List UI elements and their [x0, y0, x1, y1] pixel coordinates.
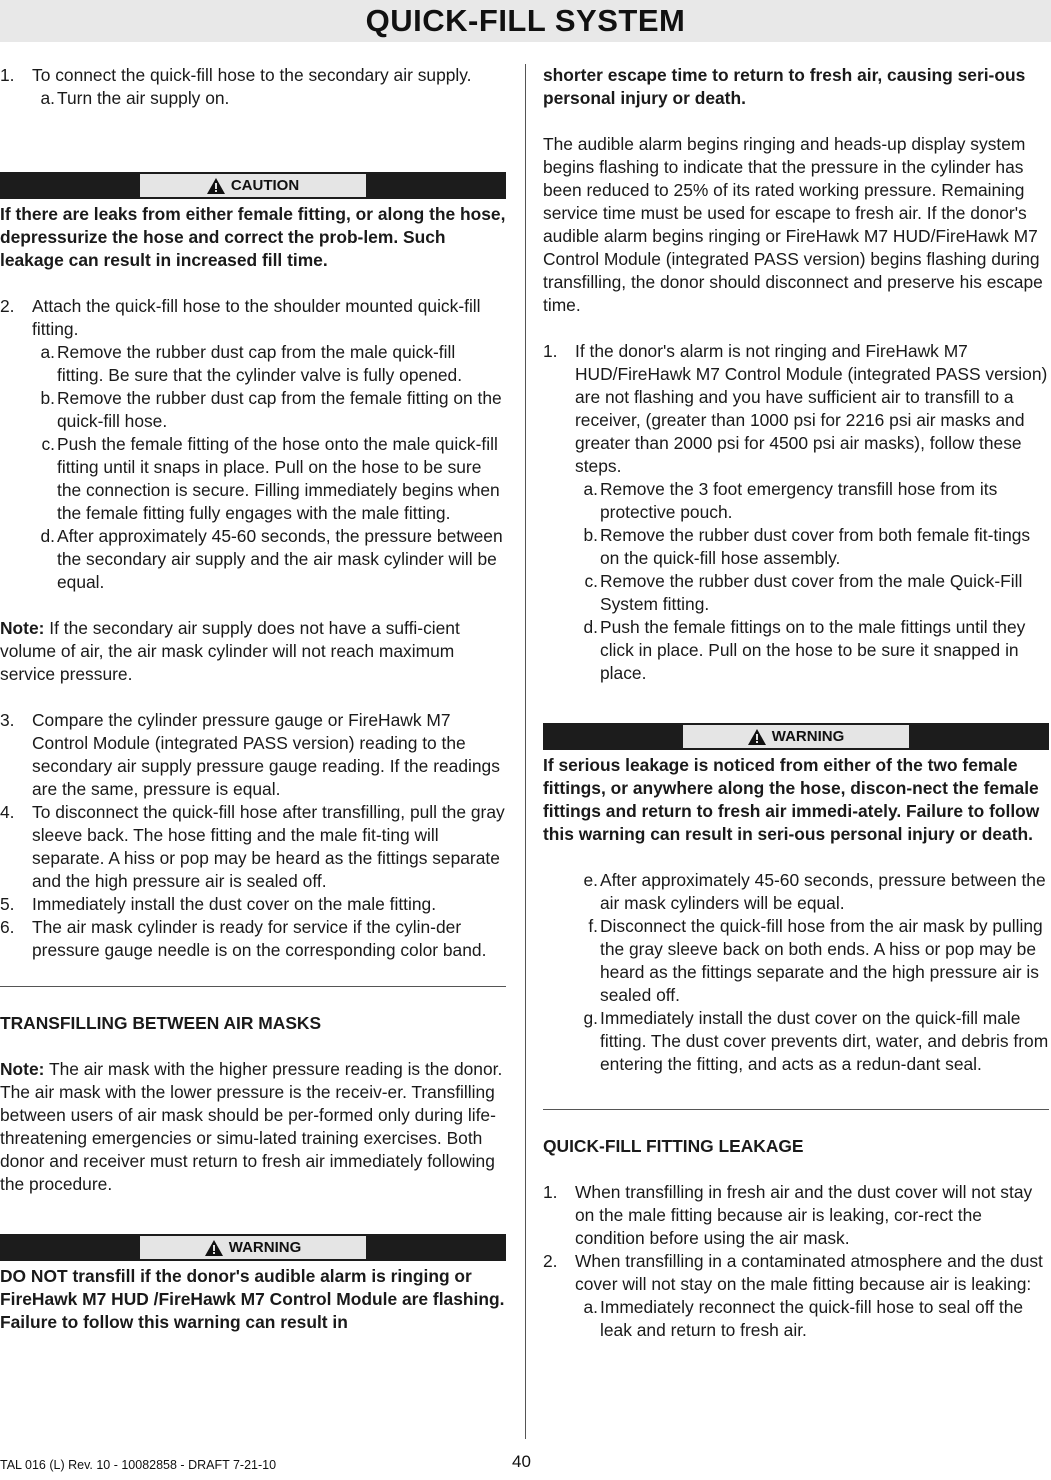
step-text: Attach the quick-fill hose to the shoulder mounted quick-fill fitting.	[32, 296, 481, 339]
note-2	[0, 1058, 506, 1196]
step-text: When transfilling in fresh air and the dust cover will not stay on the male fitting because air is leaking, cor-rect the condition before using the air mask.	[575, 1182, 1033, 1248]
column-divider	[525, 64, 526, 1439]
substep-text: Remove the rubber dust cap from the male quick-fill fitting. Be sure that the cylinder valve is fully opened.	[57, 342, 463, 385]
substep-text: Immediately reconnect the quick-fill hose to seal off the leak and return to fresh air.	[600, 1297, 1024, 1340]
document-reference: TAL 016 (L) Rev. 10 - 10082858 - DRAFT 7-21-10	[0, 1458, 277, 1472]
alarm-paragraph: The audible alarm begins ringing and heads-up display system begins flashing to indicate that the pressure in the cylinder has been reduced to 25% of its rated working pressure. Remaining service time must be used for escape to fresh air. If the donor's audible alarm begins ringing or FireHawk M7 HUD/FireHawk M7 Control Module (integrated PASS version) begins flashing during transfilling, the donor should disconnect and preserve his escape time.	[543, 134, 1043, 315]
substep-text: Push the female fitting of the hose onto the male quick-fill fitting until it snaps in place. Pull on the hose to be sure the connection is secure. Filling immediately begins when the female fitting fully engages with the male fitting.	[57, 434, 500, 523]
step-text: Compare the cylinder pressure gauge or FireHawk M7 Control Module (integrated PASS version) reading to the secondary air supply pressure gauge reading. If the readings are the same, pressure is equal.	[32, 710, 500, 799]
section-heading: QUICK-FILL FITTING LEAKAGE	[543, 1136, 804, 1156]
substep-letter: b.	[583, 525, 598, 545]
substep-text: After approximately 45-60 seconds, pressure between the air mask cylinders will be equal.	[600, 870, 1046, 913]
substep-text: Remove the rubber dust cover from both female fit-tings on the quick-fill hose assembly.	[600, 525, 1031, 568]
caution-text: If there are leaks from either female fitting, or along the hose, depressurize the hose and correct the prob-lem. Such leakage can result in increased fill time.	[0, 204, 506, 270]
substep-d	[543, 616, 1049, 685]
substep-letter: a.	[583, 479, 598, 499]
step-number: 3.	[0, 710, 15, 730]
leakage-step-2	[543, 1250, 1049, 1296]
substep-letter: a.	[40, 88, 55, 108]
step-number: 2.	[0, 296, 15, 316]
warning-label	[683, 725, 909, 748]
substep-letter: f.	[588, 916, 598, 936]
warning-banner	[543, 723, 1049, 750]
step-number: 1.	[0, 65, 15, 85]
step-5	[0, 893, 506, 916]
substep-g	[543, 1007, 1049, 1076]
substep-letter: d.	[583, 617, 598, 637]
note-label: Note:	[0, 1059, 45, 1079]
substep-text: Remove the rubber dust cover from the male Quick-Fill System fitting.	[600, 571, 1023, 614]
substep-letter: g.	[583, 1008, 598, 1028]
step-1	[0, 64, 506, 87]
note-text: The air mask with the higher pressure reading is the donor. The air mask with the lower pressure is the receiv-er. Transfilling between users of air mask should be per-formed only during life-threatening emergencies or simu-lated training exercises. Both donor and receiver must return to fresh air immediately following the procedure.	[0, 1059, 503, 1194]
step-3	[0, 709, 506, 801]
substep-text: Disconnect the quick-fill hose from the air mask by pulling the gray sleeve back on both ends. A hiss or pop may be heard as the fittings separate and the high pressure air is sealed off.	[600, 916, 1043, 1005]
step-number: 1.	[543, 1182, 558, 1202]
substep-text: Turn the air supply on.	[57, 88, 230, 108]
substep-d	[0, 525, 506, 594]
substep-c	[0, 433, 506, 525]
note-label: Note:	[0, 618, 45, 638]
substep-f	[543, 915, 1049, 1007]
substep-text: After approximately 45-60 seconds, the pressure between the secondary air supply and the air mask cylinder will be equal.	[57, 526, 503, 592]
substep-a	[0, 87, 506, 110]
substep-letter: c.	[584, 571, 598, 591]
step-text: When transfilling in a contaminated atmosphere and the dust cover will not stay on the male fitting because air is leaking:	[575, 1251, 1043, 1294]
step-number: 5.	[0, 894, 15, 914]
caution-label-text: CAUTION	[230, 177, 300, 194]
step-text: The air mask cylinder is ready for service if the cylin-der pressure gauge needle is on the corresponding color band.	[32, 917, 487, 960]
substep-a	[0, 341, 506, 387]
step-text: To connect the quick-fill hose to the secondary air supply.	[32, 65, 472, 85]
warning-triangle-icon	[207, 178, 225, 194]
step-number: 6.	[0, 917, 15, 937]
substep-letter: d.	[40, 526, 55, 546]
step-4	[0, 801, 506, 893]
transfill-step-1	[543, 340, 1049, 478]
step-text: To disconnect the quick-fill hose after transfilling, pull the gray sleeve back. The hose fitting and the male fit-ting will separate. A hiss or pop may be heard as the fittings separate and the high pressure air is sealed off.	[32, 802, 505, 891]
warning-text: DO NOT transfill if the donor's audible alarm is ringing or FireHawk M7 HUD /FireHawk M7 Control Module are flashing. Failure to follow this warning can result in	[0, 1266, 505, 1332]
substep-letter: a.	[40, 342, 55, 362]
substep-text: Immediately install the dust cover on the quick-fill male fitting. The dust cover prevents dirt, water, and debris from entering the fitting, and acts as a redun-dant seal.	[600, 1008, 1049, 1074]
note-1	[0, 617, 506, 686]
warning-label	[140, 1236, 366, 1259]
substep-letter: e.	[583, 870, 598, 890]
right-column	[543, 64, 1049, 1342]
warning-text: If serious leakage is noticed from either of the two female fittings, or anywhere along the hose, discon-nect the female fittings and return to fresh air immedi-ately. Failure to follow this warning can result in seri-ous personal injury or death.	[543, 755, 1040, 844]
note-text: If the secondary air supply does not have a suffi-cient volume of air, the air mask cylinder will not reach maximum service pressure.	[0, 618, 460, 684]
step-text: Immediately install the dust cover on the male fitting.	[32, 894, 437, 914]
page-title: QUICK-FILL SYSTEM	[365, 3, 686, 38]
step-number: 1.	[543, 341, 558, 361]
substep-letter: c.	[41, 434, 55, 454]
warning-triangle-icon	[748, 729, 766, 745]
step-2	[0, 295, 506, 341]
warning-text-continued: shorter escape time to return to fresh air, causing seri-ous personal injury or death.	[543, 65, 1026, 108]
substep-c	[543, 570, 1049, 616]
substep-text: Push the female fittings on to the male fittings until they click in place. Pull on the hose to be sure it snapped in place.	[600, 617, 1026, 683]
warning-banner	[0, 1234, 506, 1261]
page-number: 40	[512, 1452, 531, 1471]
caution-banner	[0, 172, 506, 199]
substep-b	[543, 524, 1049, 570]
step-number: 2.	[543, 1251, 558, 1271]
section-heading: TRANSFILLING BETWEEN AIR MASKS	[0, 1013, 322, 1033]
substep-letter: a.	[583, 1297, 598, 1317]
substep-a	[543, 478, 1049, 524]
warning-label-text: WARNING	[771, 728, 845, 745]
step-text: If the donor's alarm is not ringing and FireHawk M7 HUD/FireHawk M7 Control Module (integrated PASS version) are not flashing and you have sufficient air to transfill to a receiver, (greater than 1000 psi for 2216 psi air masks and greater than 2000 psi for 4500 psi air masks), follow these steps.	[575, 341, 1048, 476]
substep-text: Remove the 3 foot emergency transfill hose from its protective pouch.	[600, 479, 998, 522]
substep-letter: b.	[40, 388, 55, 408]
leakage-step-1	[543, 1181, 1049, 1250]
step-6	[0, 916, 506, 962]
caution-label	[140, 174, 366, 197]
warning-label-text: WARNING	[228, 1239, 302, 1256]
substep-e	[543, 869, 1049, 915]
substep-b	[0, 387, 506, 433]
warning-triangle-icon	[205, 1240, 223, 1256]
substep-text: Remove the rubber dust cap from the female fitting on the quick-fill hose.	[57, 388, 502, 431]
substep-a	[543, 1296, 1049, 1342]
step-number: 4.	[0, 802, 15, 822]
left-column	[0, 64, 506, 1334]
page-header	[0, 0, 1051, 42]
